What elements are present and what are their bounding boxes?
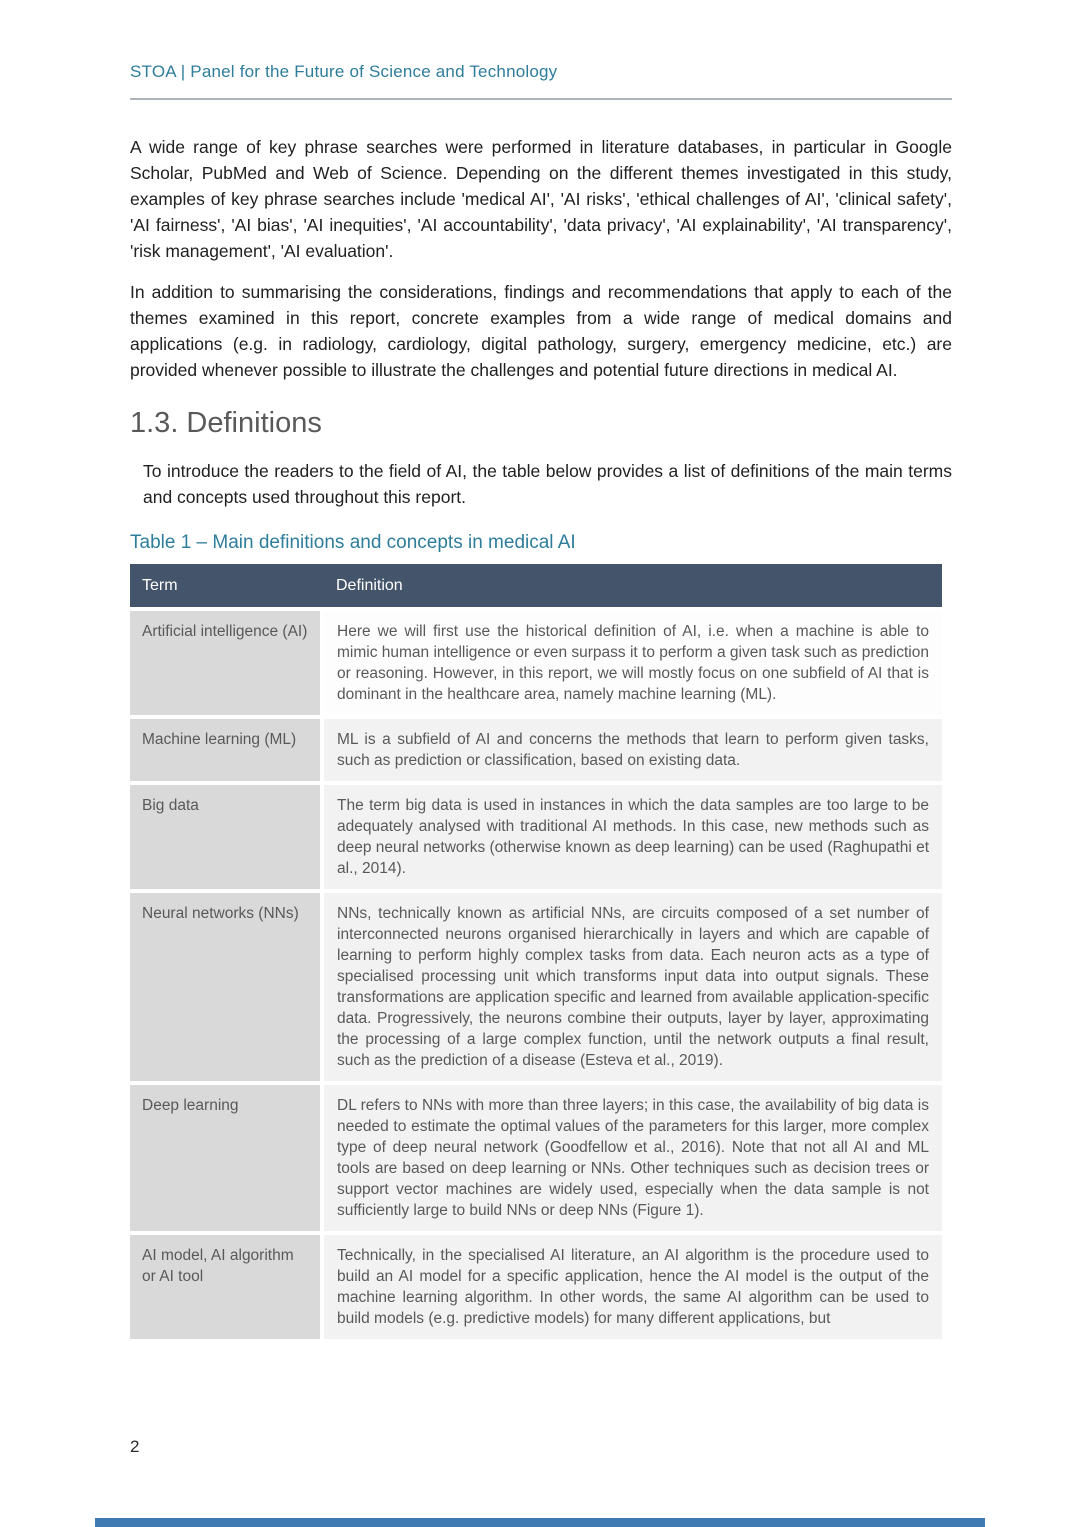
header-rule: [130, 98, 952, 100]
term-cell: AI model, AI algorithm or AI tool: [130, 1235, 320, 1339]
table-caption: Table 1 – Main definitions and concepts in medical AI: [130, 532, 576, 553]
term-cell: Deep learning: [130, 1085, 320, 1231]
term-cell: Artificial intelligence (AI): [130, 611, 320, 715]
table-row-machine-learning: [130, 719, 942, 781]
page-body: [130, 134, 952, 1339]
running-header: [130, 62, 952, 100]
section-intro-paragraph: To introduce the readers to the field of AI, the table below provides a list of definitions of the main terms and concepts used throughout this report.: [143, 461, 952, 507]
paragraph-medical-domains: In addition to summarising the considerations, findings and recommendations that apply to each of the themes examined in this report, concrete examples from a wide range of medical domains and applications (e.g. in radiology, cardiology, digital pathology, surgery, emergency medicine, etc.) are provided whenever possible to illustrate the challenges and potential future directions in medical AI.: [130, 282, 952, 380]
table-row-neural-networks: [130, 893, 942, 1081]
term-cell: Big data: [130, 785, 320, 889]
definition-cell: Technically, in the specialised AI literature, an AI algorithm is the procedure used to build an AI model for a specific application, hence the AI model is the output of the machine learning algorithm. In other words, the same AI algorithm can be used to build models (e.g. predictive models) for many different applications, but: [324, 1235, 942, 1339]
page-footer: [130, 1437, 139, 1457]
table-row-ai-model: [130, 1235, 942, 1339]
term-cell: Neural networks (NNs): [130, 893, 320, 1081]
definition-cell: NNs, technically known as artificial NNs, are circuits composed of a set number of interconnected neurons organised hierarchically in layers and which are capable of learning to perform highly complex tasks from data. Each neuron acts as a type of specialised processing unit which transforms input data into output signals. These transformations are application specific and learned from available application-specific data. Progressively, the neurons combine their outputs, layer by layer, approximating the processing of a large complex function, until the network outputs a final result, such as the prediction of a disease (Esteva et al., 2019).: [324, 893, 942, 1081]
term-cell: Machine learning (ML): [130, 719, 320, 781]
table-row-big-data: [130, 785, 942, 889]
definition-cell: ML is a subfield of AI and concerns the methods that learn to perform given tasks, such as prediction or classification, based on existing data.: [324, 719, 942, 781]
page-number: 2: [130, 1437, 140, 1456]
page-bottom-rule: [95, 1518, 985, 1527]
definition-cell: The term big data is used in instances in which the data samples are too large to be adequately analysed with traditional AI methods. In this case, new methods such as deep neural networks (otherwise known as deep learning) can be used (Raghupathi et al., 2014).: [324, 785, 942, 889]
table-row-deep-learning: [130, 1085, 942, 1231]
paragraph-key-phrase-searches: A wide range of key phrase searches were performed in literature databases, in particular in Google Scholar, PubMed and Web of Science. Depending on the different themes investigated in this study, examples of key phrase searches include 'medical AI', 'AI risks', 'ethical challenges of AI', 'clinical safety', 'AI fairness', 'AI bias', 'AI inequities', 'AI accountability', 'data privacy', 'AI explainability', 'AI transparency', 'risk management', 'AI evaluation'.: [130, 137, 952, 261]
table-row-artificial-intelligence: [130, 611, 942, 715]
column-header-term: Term: [130, 564, 320, 607]
table-header-row: [130, 564, 942, 607]
header-title: STOA | Panel for the Future of Science and Technology: [130, 62, 558, 81]
section-heading-definitions: 1.3. Definitions: [130, 407, 322, 439]
definition-cell: Here we will first use the historical definition of AI, i.e. when a machine is able to mimic human intelligence or even surpass it to perform a given task such as prediction or reasoning. However, in this report, we will mostly focus on one subfield of AI that is dominant in the healthcare area, namely machine learning (ML).: [324, 611, 942, 715]
column-header-definition: Definition: [324, 564, 942, 607]
definition-cell: DL refers to NNs with more than three layers; in this case, the availability of big data is needed to estimate the optimal values of the parameters for this larger, more complex type of deep neural network (Goodfellow et al., 2016). Note that not all AI and ML tools are based on deep learning or NNs. Other techniques such as decision trees or support vector machines are widely used, especially when the data sample is not sufficiently large to build NNs or deep NNs (Figure 1).: [324, 1085, 942, 1231]
definitions-table: [130, 564, 942, 1339]
